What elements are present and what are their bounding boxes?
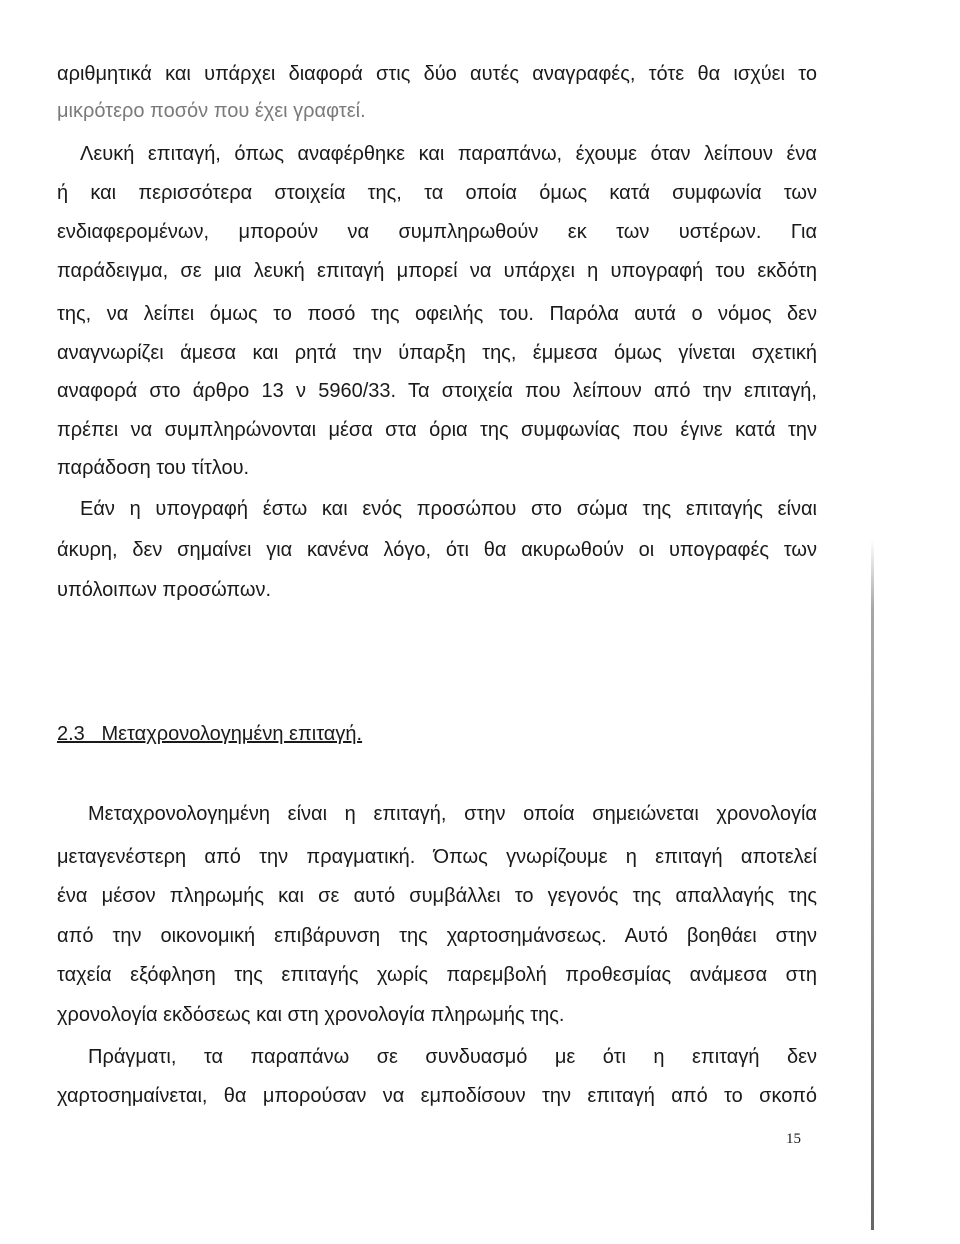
text-line-14: υπόλοιπων προσώπων. xyxy=(57,579,272,601)
text-line-11: παράδοση του τίτλου. xyxy=(57,457,250,479)
text-line-1: αριθμητικά και υπάρχει διαφορά στις δύο αυτές αναγραφές, τότε θα ισχύει το xyxy=(57,63,817,85)
text-line-2: μικρότερο ποσόν που έχει γραφτεί. xyxy=(57,100,366,122)
text-line-5: ενδιαφερομένων, μπορούν να συμπληρωθούν εκ των υστέρων. Για xyxy=(57,221,817,243)
text-line-22: χαρτοσημαίνεται, θα μπορούσαν να εμποδίσουν την επιταγή από το σκοπό xyxy=(57,1085,817,1107)
text-line-19: ταχεία εξόφληση της επιταγής χωρίς παρεμβολή προθεσμίας ανάμεσα στη xyxy=(57,964,817,986)
text-line-21: Πράγματι, τα παραπάνω σε συνδυασμό με ότι η επιταγή δεν xyxy=(88,1046,817,1068)
text-line-4: ή και περισσότερα στοιχεία της, τα οποία όμως κατά συμφωνία των xyxy=(57,182,817,204)
scan-edge-line xyxy=(871,540,874,1230)
text-line-15: Μεταχρονολογημένη είναι η επιταγή, στην οποία σημειώνεται χρονολογία xyxy=(88,803,817,825)
text-line-17: ένα μέσον πληρωμής και σε αυτό συμβάλλει το γεγονός της απαλλαγής της xyxy=(57,885,817,907)
text-line-10: πρέπει να συμπληρώνονται μέσα στα όρια της συμφωνίας που έγινε κατά την xyxy=(57,419,817,441)
section-heading: 2.3 Μεταχρονολογημένη επιταγή. xyxy=(57,723,363,745)
text-line-9: αναφορά στο άρθρο 13 ν 5960/33. Τα στοιχεία που λείπουν από την επιταγή, xyxy=(57,380,817,402)
text-line-7: της, να λείπει όμως το ποσό της οφειλής του. Παρόλα αυτά ο νόμος δεν xyxy=(57,303,817,325)
text-line-6: παράδειγμα, σε μια λευκή επιταγή μπορεί να υπάρχει η υπογραφή του εκδότη xyxy=(57,260,817,282)
page-number: 15 xyxy=(786,1131,801,1147)
text-line-12: Εάν η υπογραφή έστω και ενός προσώπου στο σώμα της επιταγής είναι xyxy=(80,498,817,520)
text-line-3: Λευκή επιταγή, όπως αναφέρθηκε και παραπάνω, έχουμε όταν λείπουν ένα xyxy=(80,143,817,165)
text-line-8: αναγνωρίζει άμεσα και ρητά την ύπαρξη της, έμμεσα όμως γίνεται σχετική xyxy=(57,342,817,364)
text-line-20: χρονολογία εκδόσεως και στη χρονολογία πληρωμής της. xyxy=(57,1004,565,1026)
text-line-16: μεταγενέστερη από την πραγματική. Όπως γνωρίζουμε η επιταγή αποτελεί xyxy=(57,846,817,868)
text-line-13: άκυρη, δεν σημαίνει για κανένα λόγο, ότι θα ακυρωθούν οι υπογραφές των xyxy=(57,539,817,561)
text-line-18: από την οικονομική επιβάρυνση της χαρτοσημάνσεως. Αυτό βοηθάει στην xyxy=(57,925,817,947)
